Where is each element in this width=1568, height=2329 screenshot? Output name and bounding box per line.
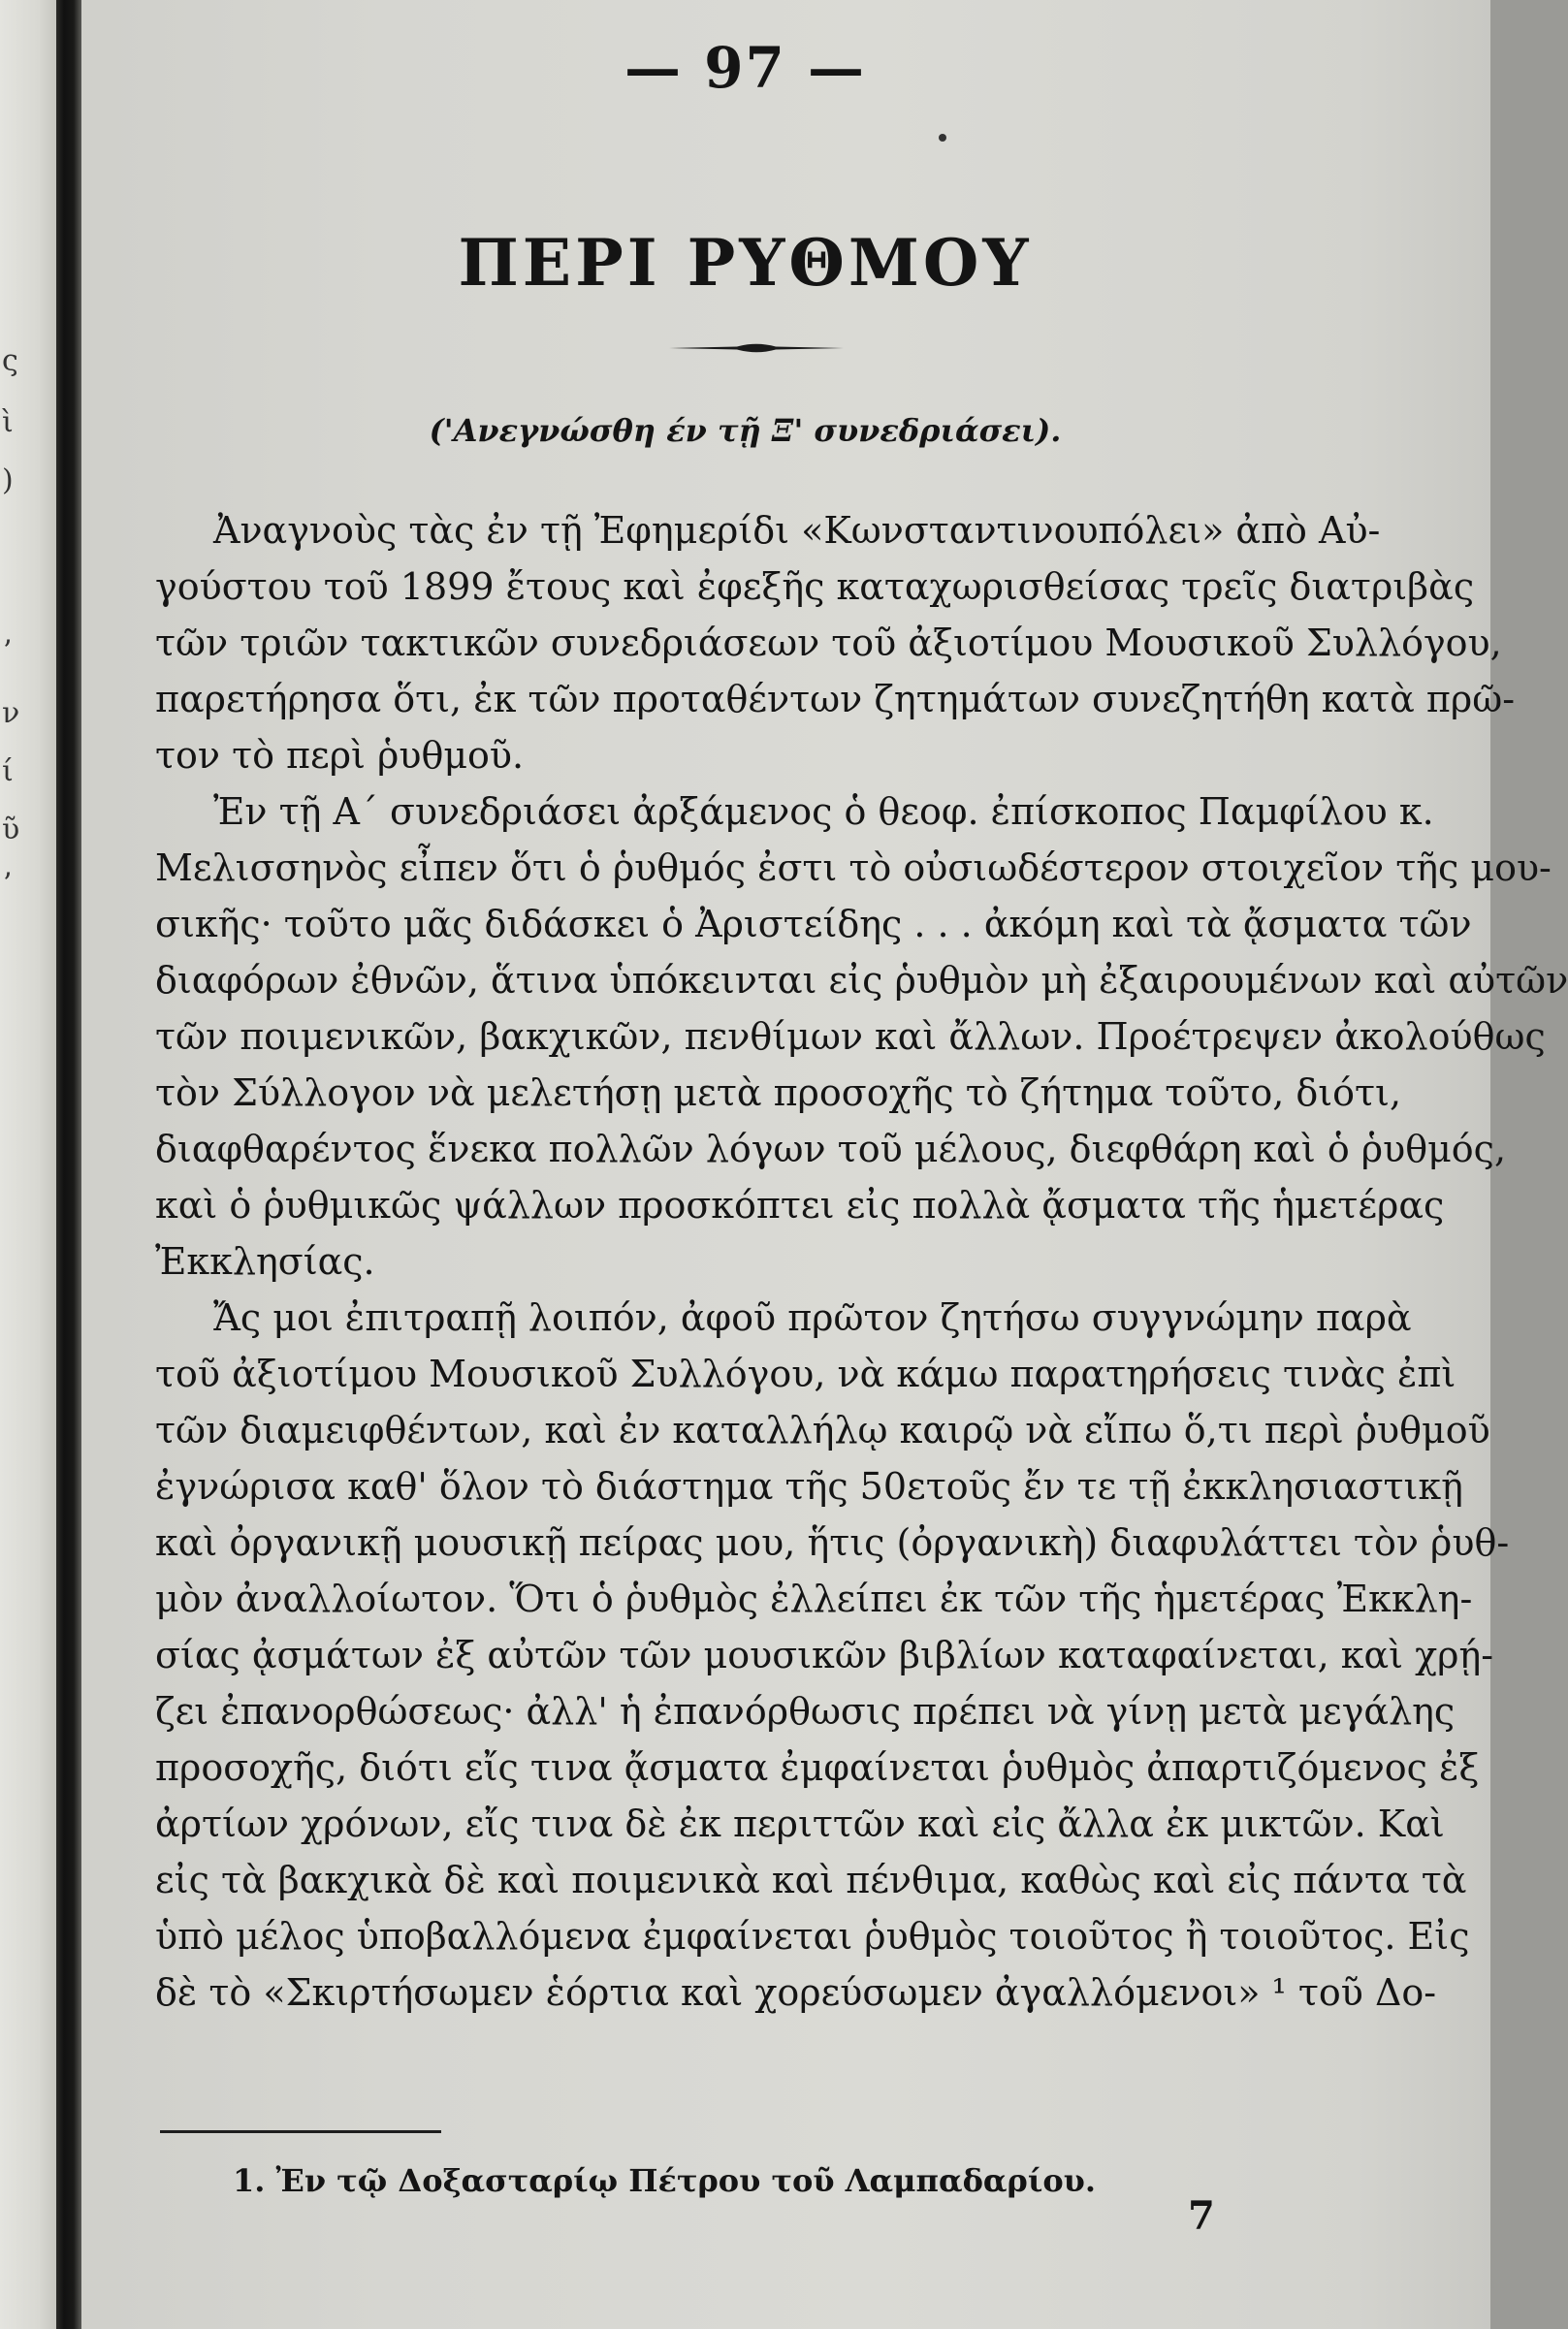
text-line: τῶν τριῶν τακτικῶν συνεδριάσεων τοῦ ἀξιοτίμου Μουσικοῦ Συλλόγου, [155, 622, 1502, 664]
text-line: Ἀναγνοὺς τὰς ἐν τῇ Ἐφημερίδι «Κωνσταντινουπόλει» ἀπὸ Αὐ- [213, 509, 1381, 552]
previous-page-mark: ὶ [2, 405, 14, 439]
text-line: ὑπὸ μέλος ὑποβαλλόμενα ἐμφαίνεται ῥυθμὸς τοιοῦτος ἢ τοιοῦτος. Εἰς [155, 1915, 1470, 1958]
text-line: γούστου τοῦ 1899 ἔτους καὶ ἐφεξῆς καταχωρισθείσας τρεῖς διατριβὰς [155, 565, 1475, 608]
previous-page-mark: ʼ [2, 635, 12, 669]
text-line: καὶ ὁ ῥυθμικῶς ψάλλων προσκόπτει εἰς πολλὰ ᾄσματα τῆς ἡμετέρας [155, 1184, 1445, 1227]
page-title: ΠΕΡΙ ΡΥΘΜΟΥ [458, 225, 1033, 301]
text-line: Ἐκκλησίας. [155, 1240, 375, 1283]
text-line: τὸν Σύλλογον νὰ μελετήσῃ μετὰ προσοχῆς τὸ ζήτημα τοῦτο, διότι, [155, 1071, 1402, 1114]
signature-mark: 7 [1188, 2193, 1215, 2239]
text-line: ἀρτίων χρόνων, εἴς τινα δὲ ἐκ περιττῶν καὶ εἰς ἄλλα ἐκ μικτῶν. Καὶ [155, 1803, 1445, 1845]
previous-page-mark: ʼ [2, 868, 12, 902]
text-line: τῶν διαμειφθέντων, καὶ ἐν καταλλήλῳ καιρῷ νὰ εἴπω ὅ,τι περὶ ῥυθμοῦ [155, 1409, 1490, 1452]
text-line: διαφόρων ἐθνῶν, ἅτινα ὑπόκεινται εἰς ῥυθμὸν μὴ ἐξαιρουμένων καὶ αὐτῶν [155, 959, 1568, 1002]
text-line: ζει ἐπανορθώσεως· ἀλλ' ἡ ἐπανόρθωσις πρέπει νὰ γίνῃ μετὰ μεγάλης [155, 1690, 1456, 1733]
footnote-divider [160, 2130, 441, 2133]
text-line: ἐγνώρισα καθ' ὅλον τὸ διάστημα τῆς 50ετοῦς ἔν τε τῇ ἐκκλησιαστικῇ [155, 1465, 1463, 1508]
text-line: δὲ τὸ «Σκιρτήσωμεν ἑόρτια καὶ χορεύσωμεν ἀγαλλόμενοι» ¹ τοῦ Δο- [155, 1971, 1437, 2014]
text-line: μὸν ἀναλλοίωτον. Ὅτι ὁ ῥυθμὸς ἐλλείπει ἐκ τῶν τῆς ἡμετέρας Ἐκκλη- [155, 1578, 1473, 1620]
text-line: παρετήρησα ὅτι, ἐκ τῶν προταθέντων ζητημάτων συνεζητήθη κατὰ πρῶ- [155, 678, 1516, 720]
ink-speck [939, 134, 946, 142]
text-line: τῶν ποιμενικῶν, βακχικῶν, πενθίμων καὶ ἄλλων. Προέτρεψεν ἀκολούθως [155, 1015, 1546, 1058]
text-line: σικῆς· τοῦτο μᾶς διδάσκει ὁ Ἀριστείδης . . . ἀκόμη καὶ τὰ ᾄσματα τῶν [155, 903, 1472, 945]
text-line: διαφθαρέντος ἕνεκα πολλῶν λόγων τοῦ μέλους, διεφθάρη καὶ ὁ ῥυθμός, [155, 1128, 1507, 1170]
previous-page-mark: ί [2, 754, 14, 788]
previous-page-mark: ῦ [2, 813, 20, 846]
text-line: Ἐν τῇ Α΄ συνεδριάσει ἀρξάμενος ὁ θεοφ. ἐπίσκοπος Παμφίλου κ. [213, 790, 1434, 833]
previous-page-mark: ) [2, 463, 14, 497]
text-line: σίας ᾀσμάτων ἐξ αὐτῶν τῶν μουσικῶν βιβλίων καταφαίνεται, καὶ χρῄ- [155, 1634, 1494, 1676]
previous-page-edge [0, 0, 56, 2329]
text-line: Μελισσηνὸς εἶπεν ὅτι ὁ ῥυθμός ἐστι τὸ οὐσιωδέστερον στοιχεῖον τῆς μου- [155, 846, 1552, 889]
title-ornament [669, 341, 844, 355]
previous-page-mark: ν [2, 696, 20, 730]
text-line: Ἄς μοι ἐπιτραπῇ λοιπόν, ἀφοῦ πρῶτον ζητήσω συγγνώμην παρὰ [213, 1296, 1412, 1339]
text-line: τοῦ ἀξιοτίμου Μουσικοῦ Συλλόγου, νὰ κάμω παρατηρήσεις τινὰς ἐπὶ [155, 1353, 1456, 1395]
text-line: προσοχῆς, διότι εἴς τινα ᾄσματα ἐμφαίνεται ῥυθμὸς ἀπαρτιζόμενος ἐξ [155, 1746, 1480, 1789]
text-line: τον τὸ περὶ ῥυθμοῦ. [155, 734, 525, 777]
session-note: ('Ανεγνώσθη έν τῇ Ξ' συνεδριάσει). [429, 412, 1062, 449]
page-number: — 97 — [624, 35, 867, 101]
text-line: εἰς τὰ βακχικὰ δὲ καὶ ποιμενικὰ καὶ πένθιμα, καθὼς καὶ εἰς πάντα τὰ [155, 1859, 1467, 1901]
previous-page-mark: ς [2, 344, 18, 378]
footnote: 1. Ἐν τῷ Δοξασταρίῳ Πέτρου τοῦ Λαμπαδαρίου. [233, 2162, 1096, 2199]
book-gutter [56, 0, 81, 2329]
article-body [155, 502, 1568, 2021]
text-line: καὶ ὀργανικῇ μουσικῇ πείρας μου, ἥτις (ὀργανικὴ) διαφυλάττει τὸν ῥυθ- [155, 1521, 1510, 1564]
